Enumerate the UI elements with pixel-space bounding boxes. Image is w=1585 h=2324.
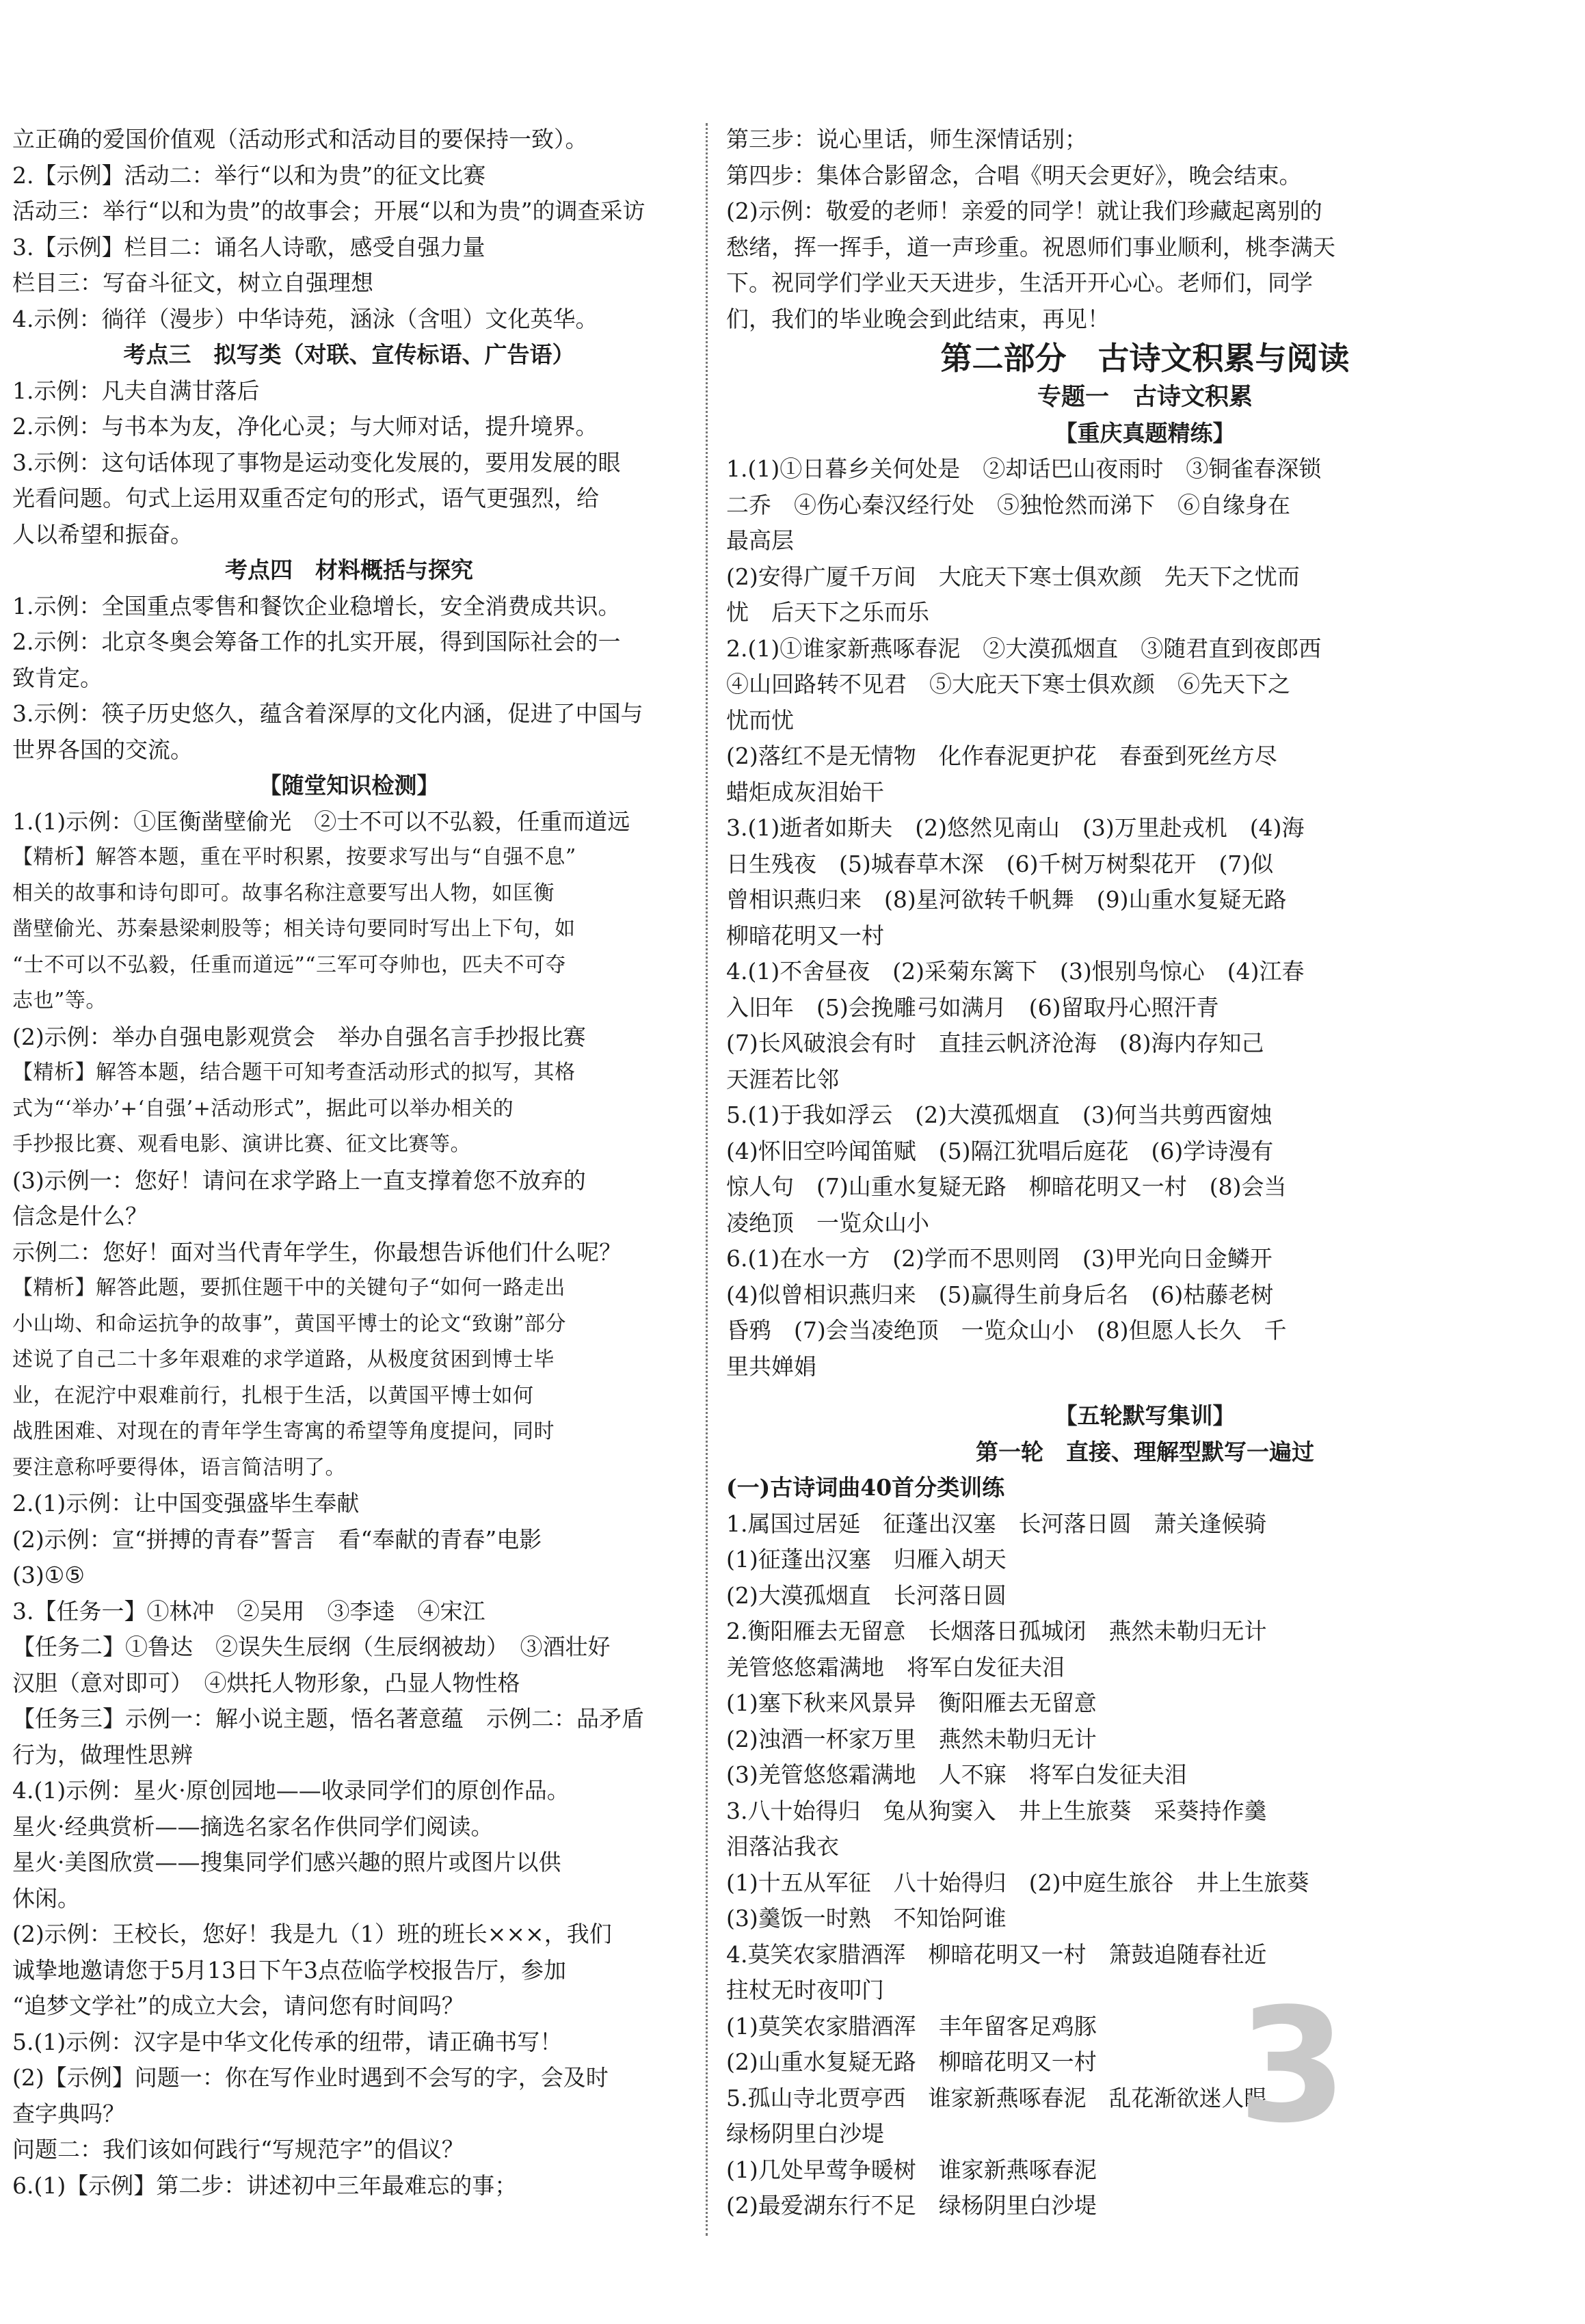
text-line: 4.莫笑农家腊酒浑 柳暗花明又一村 箫鼓追随春社近 <box>726 1940 1267 1968</box>
text-line: 示例二：您好！面对当代青年学生，你最想告诉他们什么呢？ <box>12 1238 622 1266</box>
text-line: 立正确的爱国价值观（活动形式和活动目的要保持一致）。 <box>12 126 588 152</box>
text-line: 惊人句 (7)山重水复疑无路 柳暗花明又一村 (8)会当 <box>726 1173 1287 1200</box>
analysis-line: 凿壁偷光、苏秦悬梁刺股等；相关诗句要同时写出上下句，如 <box>12 917 576 941</box>
text-line: 3.八十始得归 兔从狗窦入 井上生旅葵 采葵持作羹 <box>726 1797 1267 1824</box>
analysis-line: 战胜困难、对现在的青年学生寄寓的希望等角度提问，同时 <box>12 1419 555 1443</box>
text-line: 凌绝顶 一览众山小 <box>726 1209 929 1236</box>
text-line: 【任务二】①鲁达 ②误失生辰纲（生辰纲被劫） ③酒壮好 <box>12 1633 611 1660</box>
text-line: 二乔 ④伤心秦汉经行处 ⑤独怆然而涕下 ⑥自缘身在 <box>726 491 1290 518</box>
text-line: (2)浊酒一杯家万里 燕然未勒归无计 <box>726 1725 1097 1752</box>
text-line: 人以希望和振奋。 <box>12 520 193 548</box>
text-line: 5.(1)于我如浮云 (2)大漠孤烟直 (3)何当共剪西窗烛 <box>726 1101 1273 1128</box>
text-line: 光看问题。句式上运用双重否定句的形式，语气更强烈，给 <box>12 485 599 511</box>
analysis-line: 【精析】解答此题，要抓住题干中的关键句子“如何一路走出 <box>12 1276 565 1300</box>
analysis-line: 述说了自己二十多年艰难的求学道路，从极度贫困到博士毕 <box>12 1348 555 1372</box>
text-line: 世界各国的交流。 <box>12 736 193 763</box>
text-line: (2)【示例】问题一：你在写作业时遇到不会写的字，会及时 <box>12 2064 609 2091</box>
text-line: 柳暗花明又一村 <box>726 922 884 949</box>
text-line: 愁绪，挥一挥手，道一声珍重。祝恩师们事业顺利，桃李满天 <box>726 233 1335 261</box>
text-line: (2)最爱湖东行不足 绿杨阴里白沙堤 <box>726 2192 1097 2219</box>
text-line: 2.示例：北京冬奥会筹备工作的扎实开展，得到国际社会的一 <box>12 628 621 655</box>
text-line: (3)羌管悠悠霜满地 人不寐 将军白发征夫泪 <box>726 1761 1187 1788</box>
text-line: 2.衡阳雁去无留意 长烟落日孤城闭 燕然未勒归无计 <box>726 1618 1267 1644</box>
left-column <box>12 122 686 2204</box>
text-line: 4.示例：徜徉（漫步）中华诗苑，涵泳（含咀）文化英华。 <box>12 305 598 332</box>
text-line: 最高层 <box>726 527 794 554</box>
text-line: 6.(1)【示例】第二步：讲述初中三年最难忘的事； <box>12 2172 518 2199</box>
text-line: 蜡炬成灰泪始干 <box>726 778 884 805</box>
text-line: (3)①⑤ <box>12 1562 85 1588</box>
page-number: 3 <box>1237 1975 1348 2158</box>
analysis-line: 【精析】解答本题，重在平时积累，按要求写出与“自强不息” <box>12 845 576 869</box>
text-line: 曾相识燕归来 (8)星河欲转千帆舞 (9)山重水复疑无路 <box>726 886 1287 913</box>
text-line: (2)落红不是无情物 化作春泥更护花 春蚕到死丝方尽 <box>726 743 1277 769</box>
text-line: ④山回路转不见君 ⑤大庇天下寒士俱欢颜 ⑥先天下之 <box>726 671 1290 697</box>
text-line: 们，我们的毕业晚会到此结束，再见！ <box>726 305 1110 332</box>
text-line: 下。祝同学们学业天天进步，生活开开心心。老师们，同学 <box>726 269 1313 296</box>
text-line: 3.示例：这句话体现了事物是运动变化发展的，要用发展的眼 <box>12 449 621 476</box>
text-line: (1)十五从军征 八十始得归 (2)中庭生旅谷 井上生旅葵 <box>726 1869 1309 1896</box>
text-line: 昏鸦 (7)会当凌绝顶 一览众山小 (8)但愿人长久 千 <box>726 1317 1287 1344</box>
text-line: 1.属国过居延 征蓬出汉塞 长河落日圆 萧关逢候骑 <box>726 1510 1267 1537</box>
text-line: 信念是什么？ <box>12 1203 148 1229</box>
text-line: 绿杨阴里白沙堤 <box>726 2120 884 2147</box>
text-line: (2)示例：敬爱的老师！亲爱的同学！就让我们珍藏起离别的 <box>726 198 1322 224</box>
analysis-line: 小山坳、和命运抗争的故事”，黄国平博士的论文“致谢”部分 <box>12 1311 567 1336</box>
text-line: 休闲。 <box>12 1884 80 1912</box>
text-line: 2.示例：与书本为友，净化心灵；与大师对话，提升境界。 <box>12 413 598 440</box>
analysis-line: 【精析】解答本题，结合题干可知考查活动形式的拟写，其格 <box>12 1060 576 1084</box>
text-line: 3.示例：筷子历史悠久，蕴含着深厚的文化内涵，促进了中国与 <box>12 700 643 727</box>
text-line: 诚挚地邀请您于5月13日下午3点莅临学校报告厅，参加 <box>12 1956 566 1984</box>
analysis-line: 业，在泥泞中艰难前行，扎根于生活，以黄国平博士如何 <box>12 1383 534 1408</box>
text-line: 第三步：说心里话，师生深情话别； <box>726 126 1087 152</box>
analysis-line: 志也”等。 <box>12 989 107 1013</box>
text-line: 忧 后天下之乐而乐 <box>726 599 929 626</box>
text-line: 1.示例：全国重点零售和餐饮企业稳增长，安全消费成共识。 <box>12 592 621 619</box>
text-line: (1)几处早莺争暖树 谁家新燕啄春泥 <box>726 2156 1097 2183</box>
section-heading: 【五轮默写集训】 <box>1054 1402 1236 1429</box>
section-heading: (一)古诗词曲40首分类训练 <box>726 1474 1005 1501</box>
text-line: 6.(1)在水一方 (2)学而不思则罔 (3)甲光向日金鳞开 <box>726 1245 1273 1272</box>
text-line: 3.【任务一】①林冲 ②吴用 ③李逵 ④宋江 <box>12 1597 485 1625</box>
text-line: 活动三：举行“以和为贵”的故事会；开展“以和为贵”的调查采访 <box>12 198 645 224</box>
text-line: 3.【示例】栏目二：诵名人诗歌，感受自强力量 <box>12 233 485 261</box>
analysis-line: 要注意称呼要得体，语言简洁明了。 <box>12 1455 346 1480</box>
text-line: (2)山重水复疑无路 柳暗花明又一村 <box>726 2048 1097 2075</box>
text-line: 4.(1)不舍昼夜 (2)采菊东篱下 (3)恨别鸟惊心 (4)江春 <box>726 958 1305 985</box>
text-line: 入旧年 (5)会挽雕弓如满月 (6)留取丹心照汗青 <box>726 993 1219 1021</box>
text-line: 天涯若比邻 <box>726 1065 839 1093</box>
text-line: 问题二：我们该如何践行“写规范字”的倡议？ <box>12 2136 464 2163</box>
spacer <box>726 1385 1564 1398</box>
text-line: 1.(1)示例：①匡衡凿壁偷光 ②士不可以不弘毅，任重而道远 <box>12 807 630 835</box>
text-line: 3.(1)逝者如斯夫 (2)悠然见南山 (3)万里赴戎机 (4)海 <box>726 814 1305 841</box>
text-line: 【任务三】示例一：解小说主题，悟名著意蕴 示例二：品矛盾 <box>12 1705 644 1732</box>
text-line: (2)示例：举办自强电影观赏会 举办自强名言手抄报比赛 <box>12 1023 586 1050</box>
text-line: (2)示例：王校长，您好！我是九（1）班的班长×××，我们 <box>12 1921 612 1947</box>
text-line: 泪落沾我衣 <box>726 1833 839 1860</box>
text-line: (2)示例：宣“拼搏的青春”誓言 看“奉献的青春”电影 <box>12 1525 542 1553</box>
text-line: 4.(1)示例：星火·原创园地——收录同学们的原创作品。 <box>12 1777 570 1804</box>
text-line: (4)似曾相识燕归来 (5)赢得生前身后名 (6)枯藤老树 <box>726 1281 1274 1308</box>
section-heading: 第一轮 直接、理解型默写一遍过 <box>976 1438 1314 1465</box>
text-line: (1)征蓬出汉塞 归雁入胡天 <box>726 1546 1007 1573</box>
text-line: (3)示例一：您好！请问在求学路上一直支撑着您不放弃的 <box>12 1166 586 1194</box>
text-line: 羌管悠悠霜满地 将军白发征夫泪 <box>726 1653 1065 1681</box>
text-line: 5.孤山寺北贾亭西 谁家新燕啄春泥 乱花渐欲迷人眼 <box>726 2084 1267 2111</box>
text-line: 星火·经典赏析——摘选名家名作供同学们阅读。 <box>12 1813 494 1840</box>
text-line: “追梦文学社”的成立大会，请问您有时间吗？ <box>12 1992 464 2019</box>
section-heading: 【随堂知识检测】 <box>258 772 440 799</box>
text-line: 汉胆（意对即可） ④烘托人物形象，凸显人物性格 <box>12 1669 520 1696</box>
text-line: 里共婵娟 <box>726 1352 816 1380</box>
text-line: 1.示例：凡夫自满甘落后 <box>12 377 260 404</box>
analysis-line: 手抄报比赛、观看电影、演讲比赛、征文比赛等。 <box>12 1132 471 1156</box>
text-line: 日生残夜 (5)城春草木深 (6)千树万树梨花开 (7)似 <box>726 850 1274 877</box>
text-line: 栏目三：写奋斗征文，树立自强理想 <box>12 269 373 296</box>
analysis-line: “士不可以不弘毅，任重而道远”“三军可夺帅也，匹夫不可夺 <box>12 952 567 977</box>
text-line: 致肯定。 <box>12 664 103 691</box>
text-line: (2)安得广厦千万间 大庇天下寒士俱欢颜 先天下之忧而 <box>726 563 1300 590</box>
section-heading: 第二部分 古诗文积累与阅读 <box>940 340 1350 377</box>
text-line: 第四步：集体合影留念，合唱《明天会更好》，晚会结束。 <box>726 161 1302 189</box>
text-line: (2)大漠孤烟直 长河落日圆 <box>726 1581 1007 1609</box>
text-line: 1.(1)①日暮乡关何处是 ②却话巴山夜雨时 ③铜雀春深锁 <box>726 455 1322 482</box>
text-line: (3)羹饭一时熟 不知饴阿谁 <box>726 1905 1007 1932</box>
text-line: 2.【示例】活动二：举行“以和为贵”的征文比赛 <box>12 161 486 189</box>
text-line: (1)莫笑农家腊酒浑 丰年留客足鸡豚 <box>726 2012 1097 2040</box>
analysis-line: 式为“‘举办’+‘自强’+活动形式”，据此可以举办相关的 <box>12 1096 514 1121</box>
section-heading: 专题一 古诗文积累 <box>1037 383 1253 411</box>
section-heading: 考点四 材料概括与探究 <box>225 557 473 583</box>
analysis-line: 相关的故事和诗句即可。故事名称注意要写出人物，如匡衡 <box>12 881 555 905</box>
section-heading: 考点三 拟写类（对联、宣传标语、广告语） <box>123 341 575 368</box>
text-line: (4)怀旧空吟闻笛赋 (5)隔江犹唱后庭花 (6)学诗漫有 <box>726 1137 1274 1164</box>
text-line: 查字典吗？ <box>12 2100 125 2127</box>
section-heading: 【重庆真题精练】 <box>1054 419 1236 446</box>
column-divider <box>706 123 708 2236</box>
text-line: 2.(1)示例：让中国变强盛毕生奉献 <box>12 1490 360 1517</box>
text-line: 5.(1)示例：汉字是中华文化传承的纽带，请正确书写！ <box>12 2028 563 2055</box>
text-line: (1)塞下秋来风景异 衡阳雁去无留意 <box>726 1689 1097 1716</box>
text-line: 星火·美图欣赏——搜集同学们感兴趣的照片或图片以供 <box>12 1849 561 1875</box>
text-line: 2.(1)①谁家新燕啄春泥 ②大漠孤烟直 ③随君直到夜郎西 <box>726 635 1322 662</box>
text-line: 拄杖无时夜叩门 <box>726 1977 884 2003</box>
text-line: (7)长风破浪会有时 直挂云帆济沧海 (8)海内存知己 <box>726 1030 1264 1056</box>
text-line: 行为，做理性思辨 <box>12 1741 193 1768</box>
right-column <box>726 122 1564 2224</box>
text-line: 忧而忧 <box>726 706 794 734</box>
